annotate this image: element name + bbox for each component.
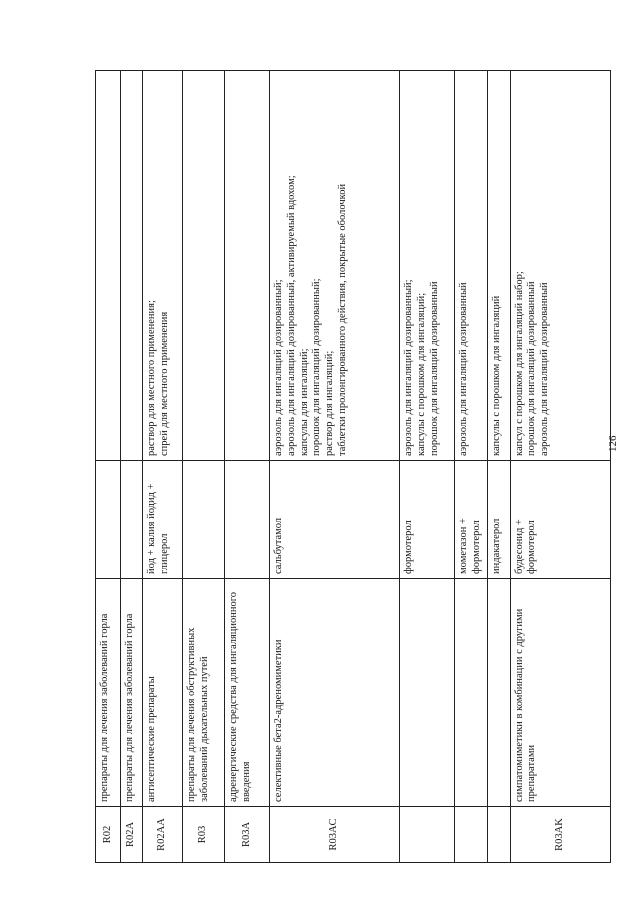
dosage-form-line: порошок для ингаляций дозированный <box>526 281 538 456</box>
table-row <box>143 71 183 863</box>
inn-cell <box>183 461 225 579</box>
group-name-cell <box>487 579 510 807</box>
group-name-cell: препараты для лечения обструктивных заболеваний дыхательных путей <box>183 579 225 807</box>
table-row <box>225 71 270 863</box>
dosage-forms-cell <box>225 71 270 461</box>
group-name-cell: антисептические препараты <box>143 579 183 807</box>
dosage-forms-cell <box>143 71 183 461</box>
group-name-cell: селективные бета2-адреномиметики <box>270 579 400 807</box>
atc-code-cell <box>455 807 488 863</box>
dosage-forms-cell <box>400 71 455 461</box>
table-row <box>96 71 121 863</box>
dosage-form-line: аэрозоль для ингаляций дозированный <box>539 282 551 456</box>
inn-cell: сальбутамол <box>270 461 400 579</box>
table-row <box>510 71 610 863</box>
dosage-form-line: спрей для местного применения <box>158 311 170 456</box>
dosage-forms-cell <box>510 71 610 461</box>
dosage-form-line: раствор для ингаляций; <box>324 350 336 456</box>
dosage-form-line: порошок для ингаляций дозированный <box>428 281 440 456</box>
inn-cell <box>96 461 121 579</box>
atc-code-cell: R02A <box>121 807 143 863</box>
inn-cell <box>121 461 143 579</box>
dosage-form-line: капсулы для ингаляций; <box>298 348 310 456</box>
dosage-form-line: таблетки пролонгированного действия, покрытые оболочкой <box>336 183 348 456</box>
group-name-cell: препараты для лечения заболеваний горла <box>121 579 143 807</box>
dosage-forms-cell <box>121 71 143 461</box>
table-body <box>96 71 611 863</box>
table-row <box>121 71 143 863</box>
dosage-forms-cell <box>183 71 225 461</box>
dosage-form-line: аэрозоль для ингаляций дозированный; <box>273 279 284 456</box>
inn-cell: будесонид + формотерол <box>510 461 610 579</box>
dosage-form-line: порошок для ингаляций дозированный; <box>311 278 323 456</box>
group-name-cell: адренергические средства для ингаляционного введения <box>225 579 270 807</box>
inn-cell: йод + калия йодид + глицерол <box>143 461 183 579</box>
dosage-form-line: раствор для местного применения; <box>146 300 157 456</box>
dosage-form-line: аэрозоль для ингаляций дозированный, активируемый вдохом; <box>285 175 297 456</box>
dosage-form-line: аэрозоль для ингаляций дозированный; <box>403 279 414 456</box>
atc-code-cell: R03 <box>183 807 225 863</box>
dosage-form-line: капсулы с порошком для ингаляций; <box>415 292 427 456</box>
dosage-forms-cell <box>487 71 510 461</box>
table-row <box>183 71 225 863</box>
atc-code-cell: R03AK <box>510 807 610 863</box>
page-number: 126 <box>607 435 619 452</box>
dosage-forms-cell <box>455 71 488 461</box>
atc-code-cell: R03A <box>225 807 270 863</box>
table-row <box>270 71 400 863</box>
atc-code-cell: R03AC <box>270 807 400 863</box>
atc-code-cell: R02 <box>96 807 121 863</box>
table-row <box>487 71 510 863</box>
atc-code-cell: R02AA <box>143 807 183 863</box>
group-name-cell: препараты для лечения заболеваний горла <box>96 579 121 807</box>
inn-cell: мометазон + формотерол <box>455 461 488 579</box>
group-name-cell <box>455 579 488 807</box>
inn-cell: индакатерол <box>487 461 510 579</box>
dosage-form-line: капсул с порошком для ингаляций набор; <box>513 271 525 456</box>
table-row <box>455 71 488 863</box>
rotated-page <box>95 71 600 863</box>
atc-code-cell <box>400 807 455 863</box>
inn-cell: формотерол <box>400 461 455 579</box>
dosage-form-line: капсулы с порошком для ингаляций <box>490 295 502 456</box>
table-row <box>400 71 455 863</box>
dosage-forms-cell <box>270 71 400 461</box>
inn-cell <box>225 461 270 579</box>
atc-code-cell <box>487 807 510 863</box>
dosage-forms-cell <box>96 71 121 461</box>
drug-classification-table <box>95 70 611 863</box>
group-name-cell <box>400 579 455 807</box>
dosage-form-line: аэрозоль для ингаляций дозированный <box>458 282 469 456</box>
group-name-cell: симпатомиметики в комбинации с другими препаратами <box>510 579 610 807</box>
